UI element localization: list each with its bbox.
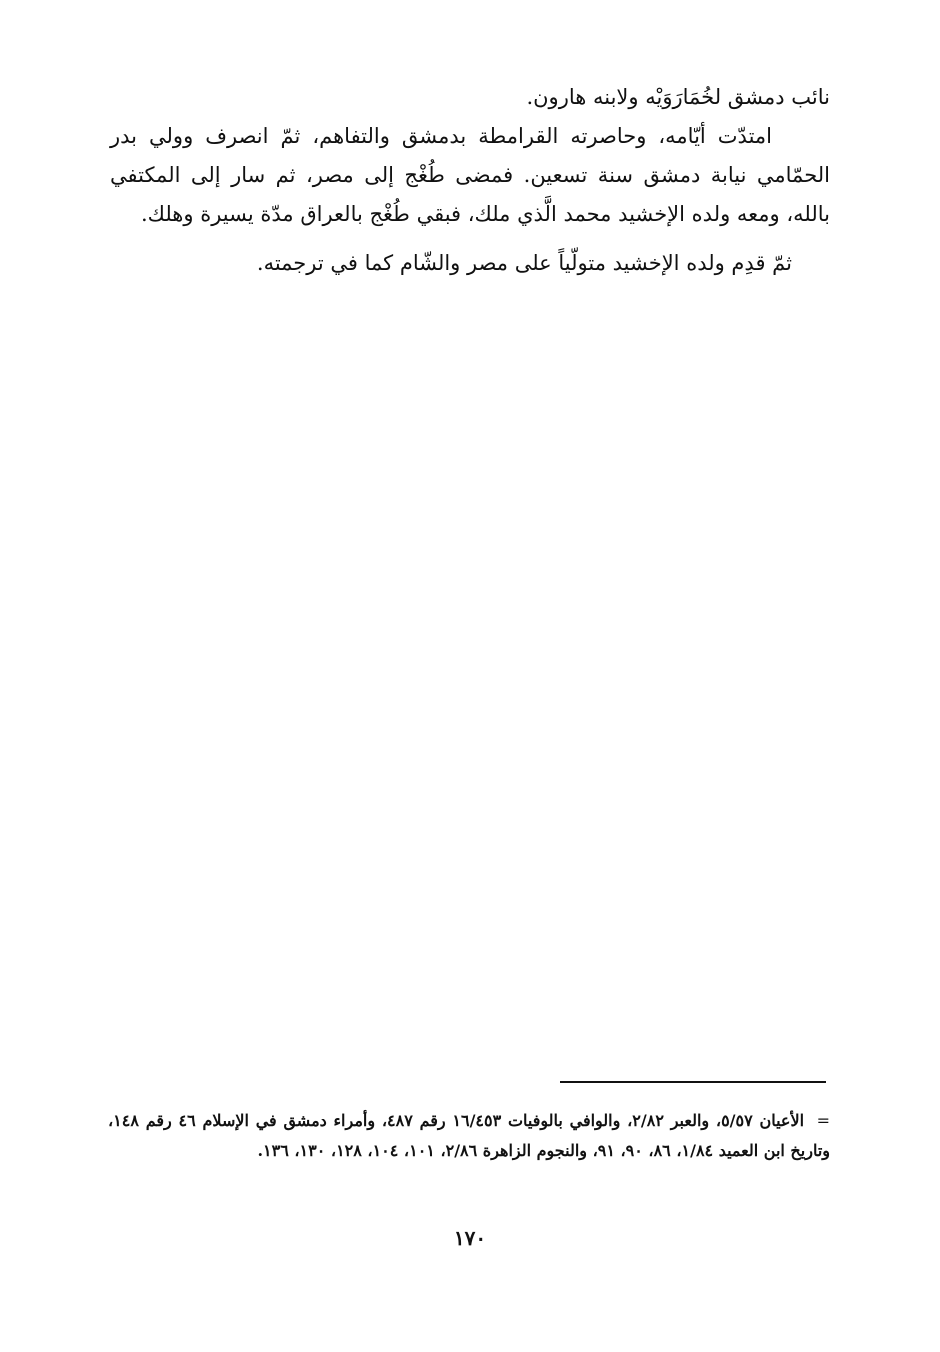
page-number: ١٧٠ — [453, 1226, 487, 1250]
footnote — [108, 1106, 830, 1166]
footnote-continuation-marker: = — [816, 1111, 831, 1130]
footnote-separator — [560, 1081, 826, 1083]
paragraph-2: امتدّت أيّامه، وحاصرته القرامطة بدمشق والتفاهم، ثمّ انصرف وولي بدر الحمّامي نيابة دمشق سنة تسعين. فمضى طُغْج إلى مصر، ثم سار إلى المكتفي بالله، ومعه ولده الإخشيد محمد الَّذي ملك، فبقي طُغْج بالعراق مدّة يسيرة وهلك. — [110, 124, 830, 226]
paragraph-3: ثمّ قدِم ولده الإخشيد متولّياً على مصر والشّام كما في ترجمته. — [256, 251, 792, 275]
main-text-block — [110, 78, 830, 283]
footnote-text: الأعيان ٥/٥٧، والعبر ٢/٨٢، والوافي بالوفيات ١٦/٤٥٣ رقم ٤٨٧، وأمراء دمشق في الإسلام ٤٦ رقم ١٤٨، وتاريخ ابن العميد ١/٨٤، ٨٦، ٩٠، ٩١، والنجوم الزاهرة ٢/٨٦، ١٠١، ١٠٤، ١٢٨، ١٣٠، ١٣٦. — [108, 1111, 830, 1160]
paragraph-1: نائب دمشق لخُمَارَوَيْه ولابنه هارون. — [526, 85, 830, 109]
